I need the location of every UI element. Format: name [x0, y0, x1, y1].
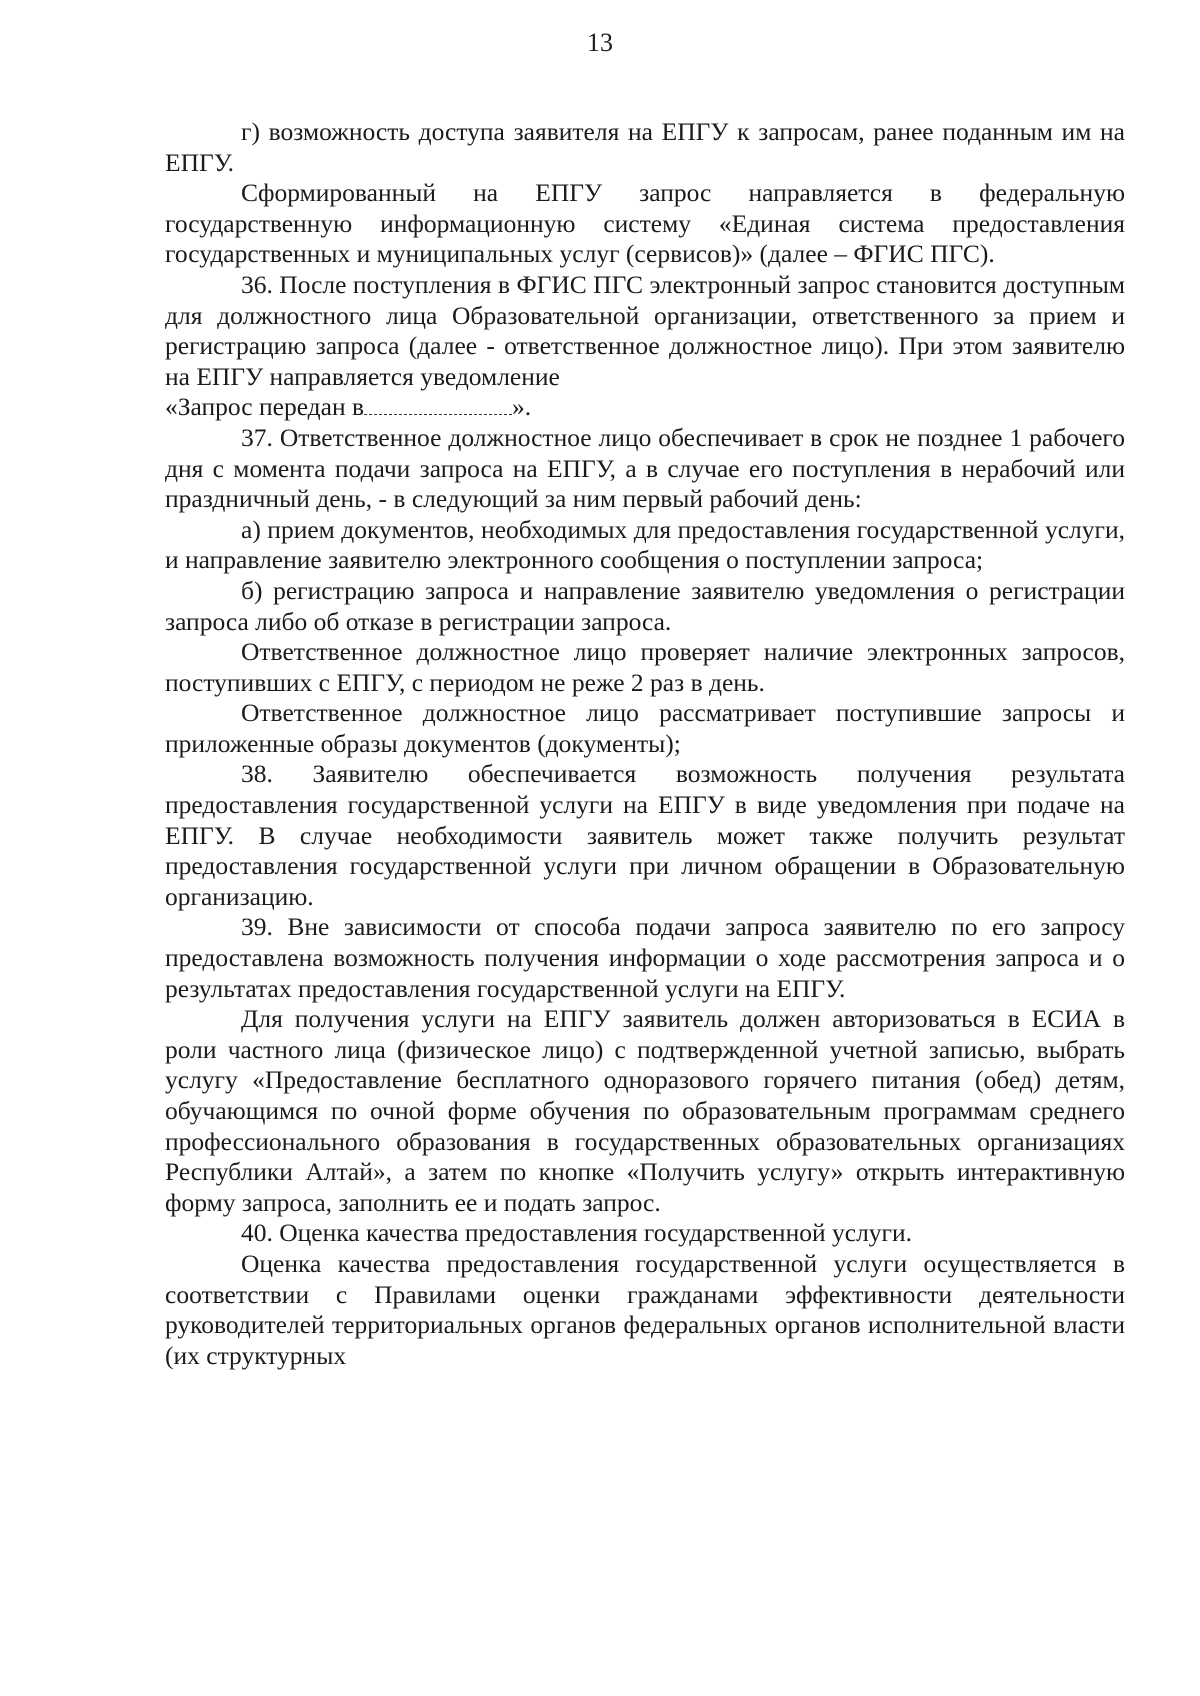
paragraph-36: 36. После поступления в ФГИС ПГС электронный запрос становится доступным для должностного лица Образовательной организации, ответственного за прием и регистрацию запроса (далее - ответственное должностное лицо). При этом заявителю на ЕПГУ направляется уведомление: [165, 269, 1125, 391]
paragraph-b: б) регистрацию запроса и направление заявителю уведомления о регистрации запроса либо об отказе в регистрации запроса.: [165, 575, 1125, 636]
paragraph-authorization: Для получения услуги на ЕПГУ заявитель должен авторизоваться в ЕСИА в роли частного лица (физическое лицо) с подтвержденной учетной записью, выбрать услугу «Предоставление бесплатного одноразового горячего питания (обед) детям, обучающимся по очной форме обучения по образовательным программам среднего профессионального образования в государственных образовательных организациях Республики Алтай», а затем по кнопке «Получить услугу» открыть интерактивную форму запроса, заполнить ее и подать запрос.: [165, 1004, 1125, 1217]
paragraph-review: Ответственное должностное лицо рассматривает поступившие запросы и приложенные образы документов (документы);: [165, 698, 1125, 758]
paragraph-39: 39. Вне зависимости от способа подачи запроса заявителю по его запросу предоставлена возможность получения информации о ходе рассмотрения запроса и о результатах предоставления государственной услуги на ЕПГУ.: [165, 912, 1125, 1003]
document-body: [165, 117, 1125, 1371]
paragraph-fgis: Сформированный на ЕПГУ запрос направляется в федеральную государственную информационную систему «Единая система предоставления государственных и муниципальных услуг (сервисов)» (далее – ФГИС ПГС).: [165, 178, 1125, 269]
paragraph-37: 37. Ответственное должностное лицо обеспечивает в срок не позднее 1 рабочего дня с момента подачи запроса на ЕПГУ, а в случае его поступления в нерабочий или праздничный день, - в следующий за ним первый рабочий день:: [165, 422, 1125, 514]
paragraph-38: 38. Заявителю обеспечивается возможность получения результата предоставления государственной услуги на ЕПГУ в виде уведомления при подаче на ЕПГУ. В случае необходимости заявитель может также получить результат предоставления государственной услуги при личном обращении в Образовательную организацию.: [165, 759, 1125, 911]
blank-field: [364, 392, 512, 415]
notice-line-end: ».: [512, 392, 532, 422]
paragraph-check: Ответственное должностное лицо проверяет наличие электронных запросов, поступивших с ЕПГУ, с периодом не реже 2 раз в день.: [165, 637, 1125, 697]
paragraph-assessment: Оценка качества предоставления государственной услуги осуществляется в соответствии с Правилами оценки гражданами эффективности деятельности руководителей территориальных органов федеральных органов исполнительной власти (их структурных: [165, 1248, 1125, 1370]
paragraph-a: а) прием документов, необходимых для предоставления государственной услуги, и направление заявителю электронного сообщения о поступлении запроса;: [165, 514, 1125, 575]
notice-line: [165, 392, 1125, 423]
notice-line-start: «Запрос передан в: [165, 392, 365, 422]
paragraph-g: г) возможность доступа заявителя на ЕПГУ к запросам, ранее поданным им на ЕПГУ.: [165, 117, 1125, 177]
page-number: 13: [587, 28, 613, 57]
paragraph-40: 40. Оценка качества предоставления государственной услуги.: [241, 1218, 913, 1248]
